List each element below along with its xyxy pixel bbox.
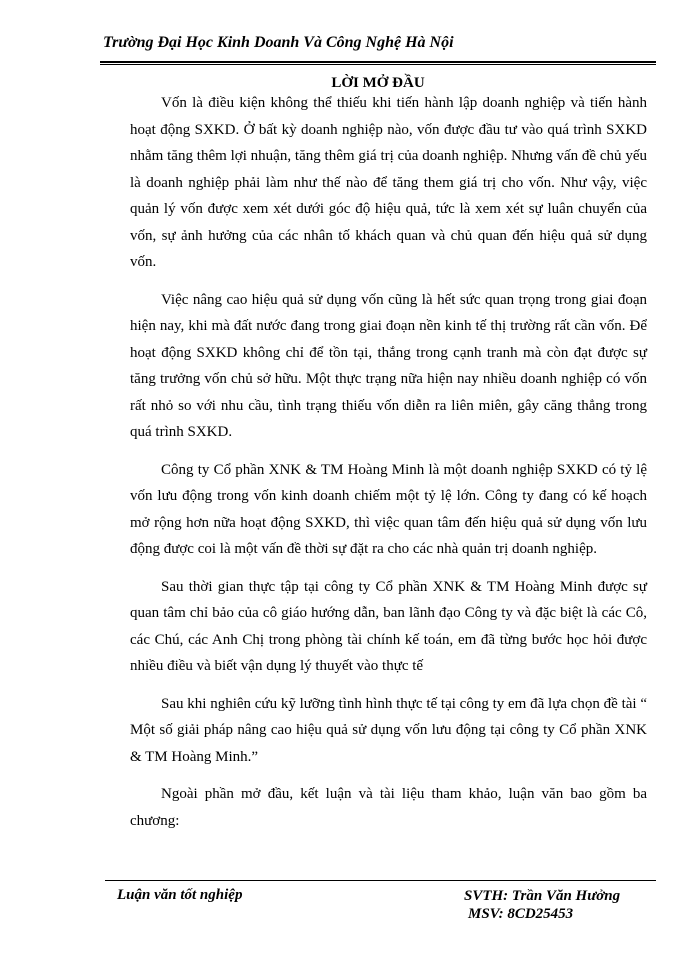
document-body	[130, 90, 647, 845]
paragraph-5: Sau khi nghiên cứu kỹ lưỡng tình hình thực tế tại công ty em đã lựa chọn đề tài “ Một số giải pháp nâng cao hiệu quả sử dụng vốn lưu động tại công ty Cổ phần XNK & TM Hoàng Minh.”	[130, 695, 647, 765]
footer-thesis-label: Luận văn tốt nghiệp	[117, 887, 243, 903]
footer-author: SVTH: Trần Văn Hưởng	[464, 888, 621, 904]
footer-student-id: MSV: 8CD25453	[468, 906, 574, 922]
header-divider-thin	[100, 64, 656, 65]
page-header-title: Trường Đại Học Kinh Doanh Và Công Nghệ Hà Nội	[103, 34, 454, 51]
paragraph-1: Vốn là điều kiện không thể thiếu khi tiến hành lập doanh nghiệp và tiến hành hoạt động SXKD. Ở bất kỳ doanh nghiệp nào, vốn được đầu tư vào quá trình SXKD nhằm tăng thêm lợi nhuận, tăng thêm giá trị của doanh nghiệp. Nhưng vấn đề chủ yếu là doanh nghiệp phải làm như thế nào để tăng them giá trị cho vốn. Như vậy, việc quản lý vốn được xem xét dưới góc độ hiệu quả, tức là xem xét sự luân chuyển của vốn, sự ảnh hưởng của các nhân tố khách quan và chủ quan đến hiệu quả sử dụng vốn.	[130, 95, 647, 270]
paragraph-6: Ngoài phần mở đầu, kết luận và tài liệu tham khảo, luận văn bao gồm ba chương:	[130, 786, 647, 829]
header-divider	[100, 61, 656, 63]
document-heading: LỜI MỞ ĐẦU	[331, 75, 425, 91]
paragraph-3: Công ty Cổ phần XNK & TM Hoàng Minh là một doanh nghiệp SXKD có tỷ lệ vốn lưu động trong vốn kinh doanh chiếm một tỷ lệ lớn. Công ty đang có kế hoạch mở rộng hơn nữa hoạt động SXKD, thì việc quan tâm đến hiệu quả sử dụng vốn lưu động được coi là một vấn đề thời sự đặt ra cho các nhà quản trị doanh nghiệp.	[130, 461, 647, 557]
footer-student-info	[464, 887, 620, 923]
paragraph-2: Việc nâng cao hiệu quả sử dụng vốn cũng là hết sức quan trọng trong giai đoạn hiện nay, khi mà đất nước đang trong giai đoạn nền kinh tế thị trường rất cần vốn. Để hoạt động SXKD không chỉ để tồn tại, thắng trong cạnh tranh mà còn đạt được sự tăng trưởng vốn chủ sở hữu. Một thực trạng nữa hiện nay nhiều doanh nghiệp có vốn rất nhỏ so với nhu cầu, tình trạng thiếu vốn diễn ra liên miên, gây căng thẳng trong quá trình SXKD.	[130, 291, 647, 440]
paragraph-4: Sau thời gian thực tập tại công ty Cổ phần XNK & TM Hoàng Minh được sự quan tâm chỉ bảo của cô giáo hướng dẫn, ban lãnh đạo Công ty và đặc biệt là các Cô, các Chú, các Anh Chị trong phòng tài chính kế toán, em đã từng bước học hỏi được nhiều điều và biết vận dụng lý thuyết vào thực tế	[130, 578, 647, 674]
footer-divider	[105, 880, 656, 881]
